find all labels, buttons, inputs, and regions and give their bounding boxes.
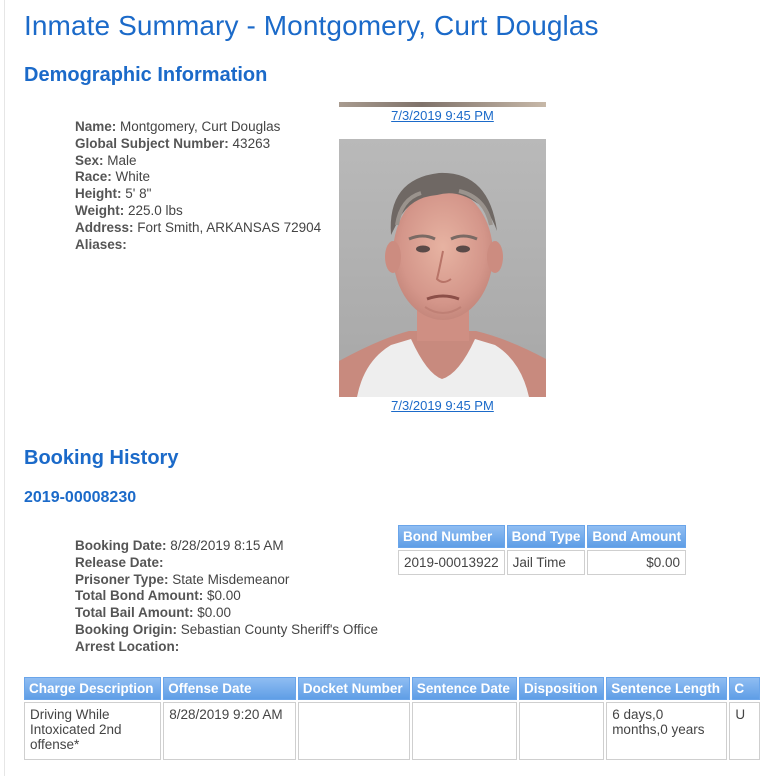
sentence-length-cell: 6 days,0 months,0 years xyxy=(606,702,727,760)
col-bond-amount[interactable]: Bond Amount xyxy=(587,525,686,548)
col-bond-number[interactable]: Bond Number xyxy=(398,525,505,548)
page-title: Inmate Summary - Montgomery, Curt Douglas xyxy=(24,10,599,41)
mugshot-image xyxy=(339,139,546,397)
demographics-list xyxy=(75,119,321,253)
field-total-bail-amount: Total Bail Amount: $0.00 xyxy=(75,605,232,621)
bond-amount-cell: $0.00 xyxy=(587,550,686,575)
bond-type-cell: Jail Time xyxy=(507,550,586,575)
field-weight: Weight: 225.0 lbs xyxy=(75,202,183,218)
offense-date-cell: 8/28/2019 9:20 AM xyxy=(163,702,296,760)
disposition-cell xyxy=(519,702,604,760)
demographics-heading: Demographic Information xyxy=(24,64,268,86)
booking-number[interactable]: 2019-00008230 xyxy=(24,489,137,506)
booking-history-heading: Booking History xyxy=(24,447,179,469)
left-divider xyxy=(4,0,5,776)
col-disposition[interactable]: Disposition xyxy=(519,677,604,700)
col-docket-number[interactable]: Docket Number xyxy=(298,677,410,700)
field-arrest-location: Arrest Location: xyxy=(75,638,180,654)
col-offense-date[interactable]: Offense Date xyxy=(163,677,296,700)
field-address: Address: Fort Smith, ARKANSAS 72904 xyxy=(75,219,322,235)
field-booking-origin: Booking Origin: Sebastian County Sheriff's Office xyxy=(75,621,378,637)
col-bond-type[interactable]: Bond Type xyxy=(507,525,586,548)
charges-table xyxy=(22,675,762,762)
field-name: Name: Montgomery, Curt Douglas xyxy=(75,119,281,134)
field-booking-date: Booking Date: 8/28/2019 8:15 AM xyxy=(75,538,284,553)
previous-photo-thumbnail[interactable] xyxy=(339,102,546,107)
field-height: Height: 5' 8" xyxy=(75,186,152,202)
table-row xyxy=(24,702,760,760)
field-total-bond-amount: Total Bond Amount: $0.00 xyxy=(75,588,241,604)
field-sex: Sex: Male xyxy=(75,152,137,168)
bond-table xyxy=(396,523,688,577)
col-sentence-date[interactable]: Sentence Date xyxy=(412,677,517,700)
sentence-date-cell xyxy=(412,702,517,760)
table-row xyxy=(398,550,686,575)
field-race: Race: White xyxy=(75,169,151,185)
bond-table-header xyxy=(398,525,686,548)
booking-details-list xyxy=(75,538,378,656)
charges-table-header xyxy=(24,677,760,700)
field-release-date: Release Date: xyxy=(75,554,164,570)
col-sentence-length[interactable]: Sentence Length xyxy=(606,677,727,700)
field-aliases: Aliases: xyxy=(75,236,127,252)
field-global-subject-number: Global Subject Number: 43263 xyxy=(75,135,271,151)
bond-number-cell: 2019-00013922 xyxy=(398,550,505,575)
col-truncated[interactable]: C xyxy=(729,677,760,700)
photo-date-link[interactable]: 7/3/2019 9:45 PM xyxy=(391,108,494,123)
truncated-cell: U xyxy=(729,702,760,760)
col-charge-description[interactable]: Charge Description xyxy=(24,677,161,700)
charge-description-cell: Driving While Intoxicated 2nd offense* xyxy=(24,702,161,760)
docket-number-cell xyxy=(298,702,410,760)
field-prisoner-type: Prisoner Type: State Misdemeanor xyxy=(75,571,290,587)
mugshot-photo[interactable] xyxy=(339,139,546,397)
mugshot-date-link[interactable]: 7/3/2019 9:45 PM xyxy=(391,398,494,413)
